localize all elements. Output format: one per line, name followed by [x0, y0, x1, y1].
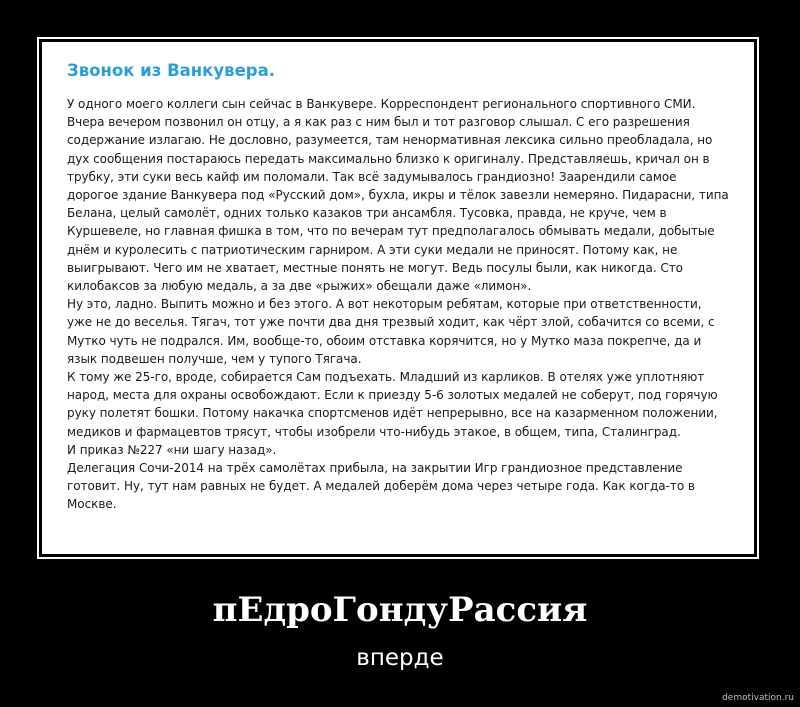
- poster-subtitle: вперде: [356, 645, 444, 671]
- article-body: У одного моего коллеги сын сейчас в Ванкувере. Корреспондент регионального спортивного СМИ. Вчера вечером позвонил он отцу, а я как раз с ним был и тот разговор слышал. С его разрешения содержание излагаю. Не дословно, разумеется, там ненормативная лексика сильно преобладала, но дух сообщения постараюсь передать максимально близко к оригиналу. Представляешь, кричал он в трубку, эти суки весь кайф им поломали. Так всё задумывалось грандиозно! Заарендили самое дорогое здание Ванкувера под «Русский дом», бухла, икры и тёлок завезли немеряно. Пидарасни, типа Белана, целый самолёт, одних только казаков три ансамбля. Тусовка, правда, не круче, чем в Куршевеле, но главная фишка в том, что по вечерам тут предполагалось обмывать медали, добытые днём и куролесить с патриотическим гарниром. А эти суки медали не приносят. Потому как, не выигрывают. Чего им не хватает, местные понять не могут. Ведь посулы были, как никогда. Сто килобаксов за любую медаль, а за две «рыжих» обещали даже «лимон». Ну это, ладно. Выпить можно и без этого. А вот некоторым ребятам, которые при ответственности, уже не до веселья. Тягач, тот уже почти два дня трезвый ходит, как чёрт злой, собачится со всеми, с Мутко чуть не подрался. Им, вообще-то, обоим отставка корячится, но у Мутко маза покрепче, да и язык подвешен получше, чем у тупого Тягача. К тому же 25-го, вроде, собирается Сам подъехать. Младший из карликов. В отелях уже уплотняют народ, места для охраны освобождают. Если к приезду 5-6 золотых медалей не соберут, под горячую руку полетят бошки. Потому накачка спортсменов идёт непрерывно, все на казарменном положении, медиков и фармацевтов трясут, чтобы изобрели что-нибудь этакое, в общем, типа, Сталинград. И приказ №227 «ни шагу назад». Делегация Сочи-2014 на трёх самолётах прибыла, на закрытии Игр грандиозное представление готовит. Ну, тут нам равных не будет. А медалей доберём дома через четыре года. Как когда-то в Москве.: [67, 97, 729, 512]
- poster-title: пЕдроГондуРассия: [212, 590, 588, 630]
- picture-frame: [37, 37, 759, 559]
- article-title: Звонок из Ванкувера.: [67, 61, 275, 80]
- watermark-link[interactable]: demotivation.ru: [722, 693, 794, 703]
- text-panel: [42, 42, 754, 554]
